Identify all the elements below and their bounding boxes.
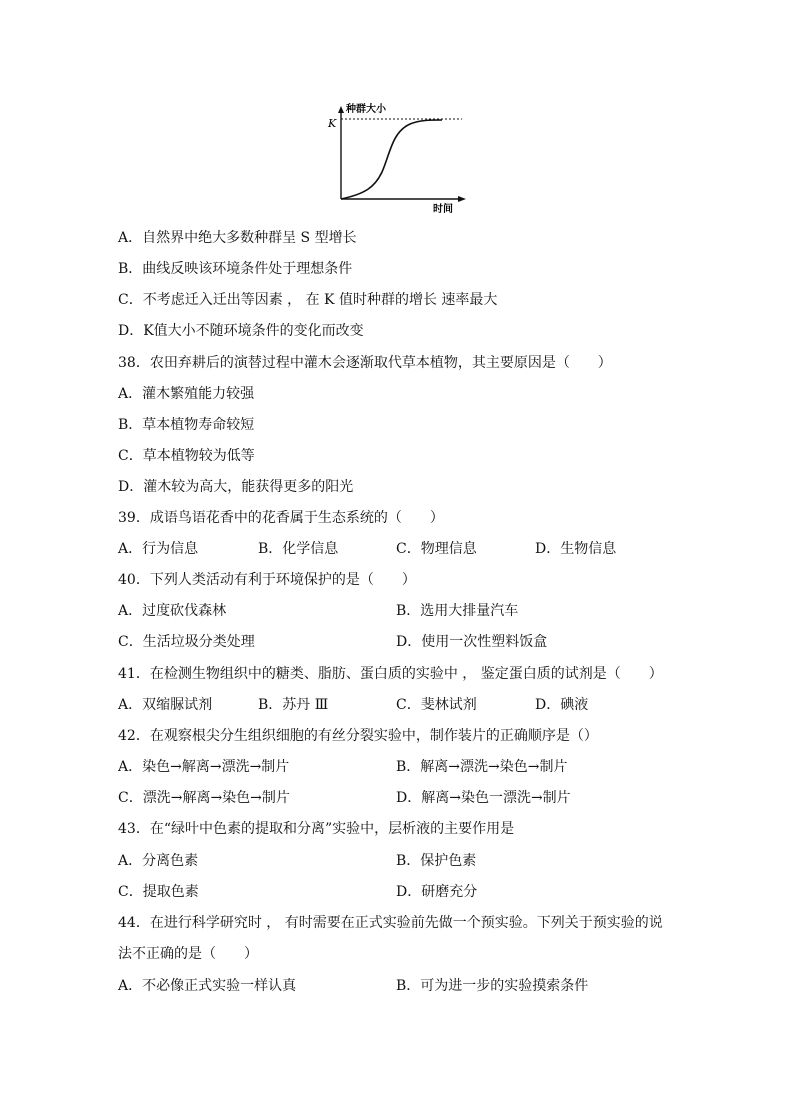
q44-stem-line2: 法不正确的是（ ） [118, 946, 258, 962]
x-axis-arrow [458, 196, 466, 202]
q39-option-d: D．生物信息 [535, 541, 617, 557]
q38-stem: 38．农田弃耕后的演替过程中灌木会逐渐取代草本植物，其主要原因是（ ） [118, 355, 612, 371]
q42-option-a: A．染色→解离→漂洗→制片 [118, 759, 290, 775]
q43-option-b: B．保护色素 [396, 853, 477, 869]
q41-option-a: A．双缩脲试剂 [118, 697, 213, 713]
q40-option-a: A．过度砍伐森林 [118, 603, 227, 619]
q43-option-c: C．提取色素 [118, 884, 199, 900]
q38-option-d: D．灌木较为高大，能获得更多的阳光 [118, 479, 354, 495]
q38-option-a: A．灌木繁殖能力较强 [118, 386, 255, 402]
y-axis-arrow [338, 106, 344, 113]
q41-option-b: B．苏丹 Ⅲ [258, 697, 329, 713]
q37-option-b: B．曲线反映该环境条件处于理想条件 [118, 261, 353, 277]
q40-stem: 40．下列人类活动有利于环境保护的是（ ） [118, 572, 416, 588]
q37-option-a: A．自然界中绝大多数种群呈 S 型增长 [118, 230, 357, 246]
q42-option-d: D．解离→染色一漂洗→制片 [396, 790, 571, 806]
q39-option-b: B．化学信息 [258, 541, 339, 557]
q37-option-d: D．K值大小不随环境条件的变化而改变 [118, 323, 364, 339]
q41-option-d: D．碘液 [535, 697, 589, 713]
x-axis-label: 时间 [433, 204, 453, 214]
q39-stem: 39．成语鸟语花香中的花香属于生态系统的（ ） [118, 510, 444, 526]
q43-option-d: D．研磨充分 [396, 884, 478, 900]
q44-stem-line1: 44．在进行科学研究时 ， 有时需要在正式实验前先做一个预实验。下列关于预实验的说 [118, 915, 663, 931]
q42-option-c: C．漂洗→解离→染色→制片 [118, 790, 290, 806]
q41-option-c: C．斐林试剂 [396, 697, 477, 713]
s-curve-graph [320, 102, 470, 214]
q39-option-a: A．行为信息 [118, 541, 199, 557]
q41-stem: 41．在检测生物组织中的糖类、脂肪、蛋白质的实验中 ， 鉴定蛋白质的试剂是（ ） [118, 666, 663, 682]
population-growth-figure [320, 102, 470, 214]
q44-option-a: A．不必像正式实验一样认真 [118, 978, 297, 994]
q44-option-b: B．可为进一步的实验摸索条件 [396, 978, 589, 994]
q38-option-b: B．草本植物寿命较短 [118, 417, 255, 433]
q38-option-c: C．草本植物较为低等 [118, 448, 255, 464]
q40-option-c: C．生活垃圾分类处理 [118, 634, 255, 650]
q42-stem: 42．在观察根尖分生组织细胞的有丝分裂实验中，制作装片的正确顺序是（） [118, 728, 598, 744]
q37-option-c: C．不考虑迁入迁出等因素 ， 在 K 值时种群的增长 速率最大 [118, 292, 498, 308]
q43-option-a: A．分离色素 [118, 853, 199, 869]
q43-stem: 43．在“绿叶中色素的提取和分离”实验中，层析液的主要作用是 [118, 821, 515, 837]
s-growth-curve [341, 120, 442, 199]
q40-option-b: B．选用大排量汽车 [396, 603, 519, 619]
q39-option-c: C．物理信息 [396, 541, 477, 557]
q40-option-d: D．使用一次性塑料饭盒 [396, 634, 548, 650]
y-axis-label: 种群大小 [346, 104, 386, 115]
k-label: K [328, 117, 337, 130]
q42-option-b: B．解离→漂洗→染色→制片 [396, 759, 568, 775]
